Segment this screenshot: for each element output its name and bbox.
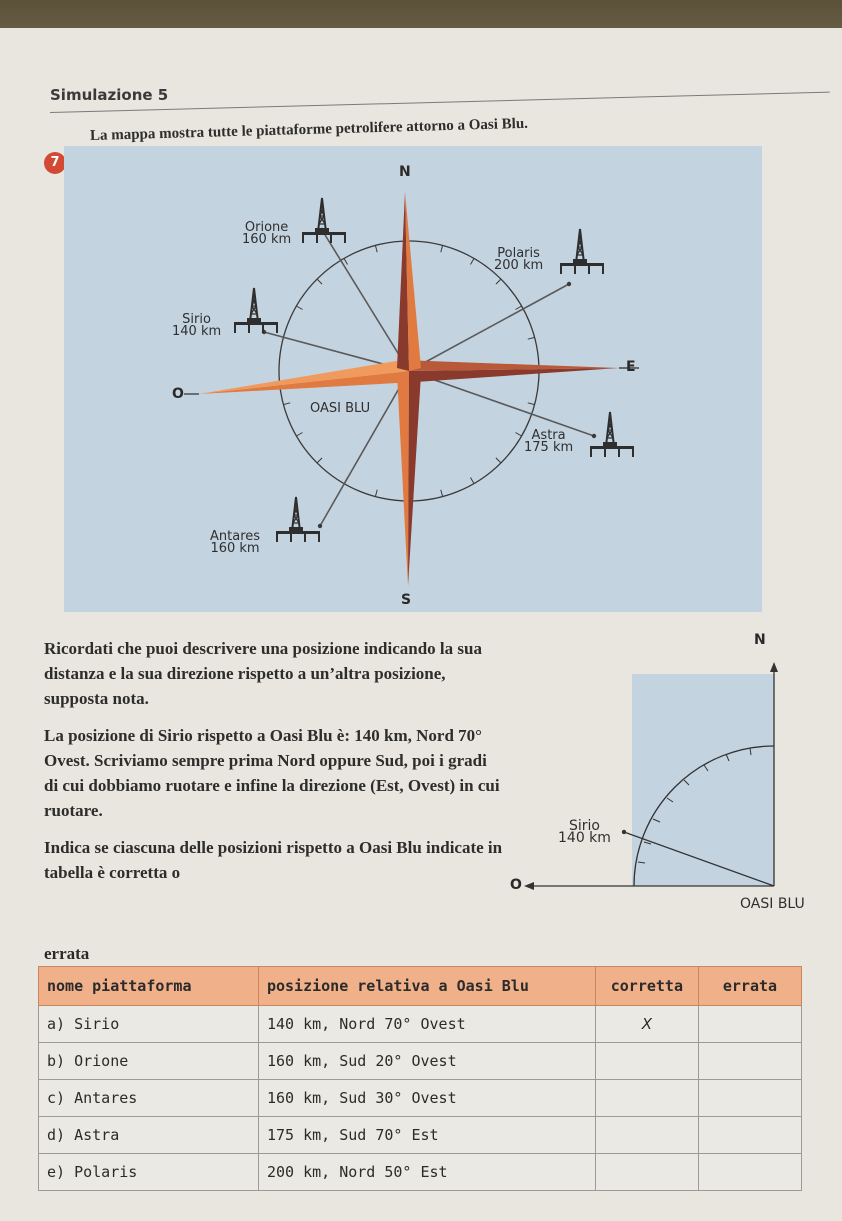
paragraph-example: La posizione di Sirio rispetto a Oasi Blu è: 140 km, Nord 70° Ovest. Scriviamo sempre prima Nord oppure Sud, poi i gradi di cui dobbiamo ruotare e infine la direzione (Est, Ovest) in cui ruotare. — [44, 726, 500, 820]
compass-rose-figure — [64, 146, 762, 612]
oil-platform-icon-antares — [276, 497, 320, 542]
positions-table — [38, 966, 802, 1191]
cell-name: a) Sirio — [39, 1006, 259, 1043]
small-north-label: N — [754, 632, 766, 648]
exercise-number-badge: 7 — [44, 152, 66, 174]
west-label: O — [172, 386, 184, 402]
cell-correct[interactable]: X — [595, 1006, 698, 1043]
east-label: E — [626, 359, 636, 375]
north-label: N — [399, 164, 411, 180]
paragraph-reminder: Ricordati che puoi descrivere una posizione indicando la sua distanza e la sua direzione rispetto a un’altra posizione, supposta nota. — [44, 639, 482, 708]
oil-platform-icon-orione — [302, 198, 346, 243]
cell-wrong[interactable] — [698, 1080, 801, 1117]
sirio-example-diagram — [500, 628, 820, 918]
col-header-position: posizione relativa a Oasi Blu — [258, 967, 595, 1006]
south-label: S — [401, 592, 412, 608]
col-header-name: nome piattaforma — [39, 967, 259, 1006]
cell-position: 160 km, Sud 20° Ovest — [258, 1043, 595, 1080]
small-sirio-label: Sirio 140 km — [558, 818, 611, 846]
exercise-intro: La mappa mostra tutte le piattaforme petrolifere attorno a Oasi Blu. — [89, 115, 529, 144]
platform-label-astra: Astra 175 km — [524, 428, 574, 455]
oil-platform-icon-polaris — [560, 229, 604, 274]
cell-name: e) Polaris — [39, 1154, 259, 1191]
cell-wrong[interactable] — [698, 1006, 801, 1043]
cell-correct[interactable] — [595, 1043, 698, 1080]
oasi-blu-map — [64, 146, 762, 612]
cell-correct[interactable] — [595, 1117, 698, 1154]
cell-wrong[interactable] — [698, 1154, 801, 1191]
table-row — [39, 1154, 802, 1191]
oil-platform-icon-sirio — [234, 288, 278, 333]
oil-platform-icon-astra — [590, 412, 634, 457]
oasi-blu-label: OASI BLU — [310, 401, 371, 416]
page-title: Simulazione 5 — [50, 86, 169, 104]
cell-name: b) Orione — [39, 1043, 259, 1080]
cell-wrong[interactable] — [698, 1043, 801, 1080]
cell-position: 140 km, Nord 70° Ovest — [258, 1006, 595, 1043]
table-row — [39, 1043, 802, 1080]
cell-position: 160 km, Sud 30° Ovest — [258, 1080, 595, 1117]
platform-label-sirio: Sirio 140 km — [172, 312, 222, 339]
sirio-example-svg — [500, 628, 820, 918]
col-header-wrong: errata — [698, 967, 801, 1006]
table-row — [39, 1117, 802, 1154]
paragraph-task: Indica se ciascuna delle posizioni rispetto a Oasi Blu indicate in tabella è corretta o — [44, 838, 503, 882]
cell-position: 175 km, Sud 70° Est — [258, 1117, 595, 1154]
platform-label-antares: Antares 160 km — [210, 529, 261, 556]
cell-correct[interactable] — [595, 1154, 698, 1191]
cell-name: c) Antares — [39, 1080, 259, 1117]
table-row — [39, 1006, 802, 1043]
instructions-text — [44, 636, 504, 893]
cell-name: d) Astra — [39, 1117, 259, 1154]
platform-label-orione: Orione 160 km — [242, 220, 292, 247]
col-header-correct: corretta — [595, 967, 698, 1006]
cell-position: 200 km, Nord 50° Est — [258, 1154, 595, 1191]
cell-wrong[interactable] — [698, 1117, 801, 1154]
small-oasi-label: OASI BLU — [740, 896, 805, 912]
paragraph-task-end: errata — [44, 944, 90, 963]
cell-correct[interactable] — [595, 1080, 698, 1117]
table-row — [39, 1080, 802, 1117]
platform-label-polaris: Polaris 200 km — [494, 246, 544, 273]
small-west-label: O — [510, 877, 522, 893]
